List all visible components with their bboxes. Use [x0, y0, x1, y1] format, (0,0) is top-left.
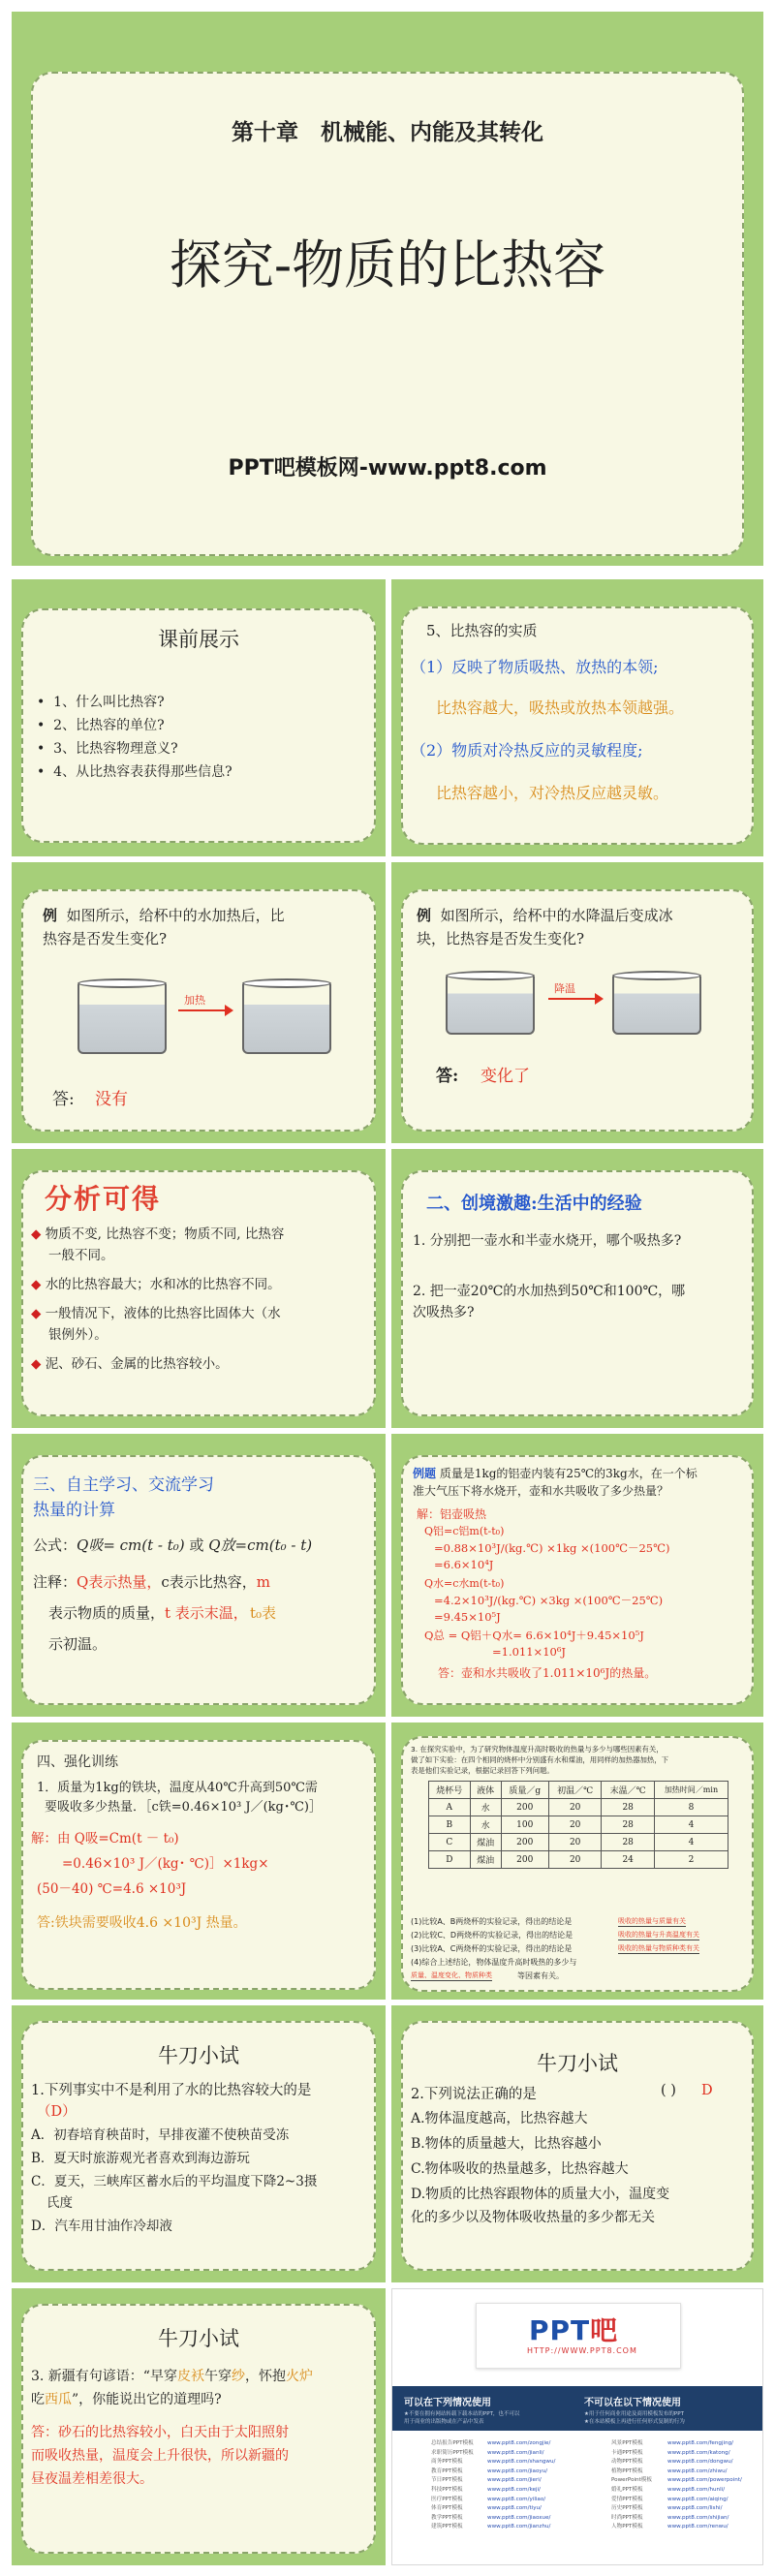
problem: 例题 质量是1kg的铝壶内装有25℃的3kg水，在一个标 — [413, 1467, 698, 1480]
option: D.物质的比热容跟物体的质量大小，温度变 — [411, 2187, 670, 2202]
slide-heading: 分析可得 — [45, 1183, 162, 1215]
list-item: • 2、比热容的单位? — [37, 718, 165, 733]
notes-line-2: 表示物质的质量，t 表示末温， — [48, 1604, 248, 1622]
solution-line: (50－40) ℃=4.6 ×10³J — [37, 1881, 187, 1897]
link-url[interactable]: www.ppt8.com/dongwu/ — [667, 2459, 733, 2466]
link-row — [431, 2513, 550, 2521]
solution-line: Q铝=c铝m(t-t₀) — [424, 1525, 505, 1537]
beaker-before — [446, 977, 535, 1035]
table-header: 质量／g — [501, 1782, 548, 1799]
slide-quiz-1 — [12, 2005, 386, 2282]
table-header: 液体 — [470, 1782, 501, 1799]
content-card — [21, 1455, 376, 1705]
link-row — [611, 2457, 733, 2465]
link-url[interactable]: www.ppt8.com/tiyu/ — [487, 2505, 542, 2512]
link-row — [611, 2475, 742, 2483]
notes-line-5: 示初温。 — [48, 1635, 108, 1653]
link-url[interactable]: www.ppt8.com/jiaoxue/ — [487, 2514, 551, 2521]
slide-heading: 课前展示 — [158, 628, 239, 651]
forbidden-note: ★用于任何商业用途及商用模板发布的PPT — [584, 2411, 684, 2417]
link-url[interactable]: www.ppt8.com/jianzhu/ — [487, 2524, 551, 2530]
arrow-head-icon — [225, 1005, 233, 1016]
point-1-detail: 比热容越大，吸热或放热本领越强。 — [436, 698, 685, 717]
logo-url: HTTP://WWW.PPT8.COM — [527, 2346, 637, 2355]
table-row — [429, 1799, 728, 1816]
table-cell: 28 — [602, 1799, 655, 1816]
link-row — [431, 2475, 542, 2483]
question-2-cont: 次吸热多? — [413, 1305, 475, 1320]
content-card — [21, 1740, 376, 1990]
solution-line: Q总 = Q铝＋Q水= 6.6×10⁴J＋9.45×10⁵J — [424, 1629, 644, 1642]
answer-line: 答：砂石的比热容较小，白天由于太阳照射 — [31, 2425, 289, 2440]
point-2-detail: 比热容越小，对冷热反应越灵敏。 — [436, 784, 669, 802]
link-label: 时尚PPT模板 — [611, 2514, 643, 2521]
table-row — [429, 1834, 728, 1851]
link-url[interactable]: www.ppt8.com/powerpoint/ — [667, 2477, 742, 2484]
link-url[interactable]: www.ppt8.com/zongjie/ — [487, 2440, 551, 2446]
section-subheading: 热量的计算 — [33, 1501, 115, 1520]
solution-line: =4.2×10³J/(kg.℃) ×3kg ×(100℃－25℃) — [434, 1594, 664, 1607]
link-label: 婚礼PPT模板 — [611, 2487, 643, 2493]
forbidden-note: ★在本站模板上再进行任何形式复制的行为 — [584, 2419, 685, 2425]
slide-example-cooling — [391, 862, 763, 1143]
link-label: 教育PPT模板 — [431, 2467, 463, 2474]
link-row — [431, 2485, 541, 2493]
sub-question: (4)综合上述结论，物体温度升高时吸热的多少与 — [411, 1958, 577, 1967]
table-row — [429, 1816, 728, 1834]
link-label: 建筑PPT模板 — [431, 2524, 463, 2530]
table-row — [429, 1851, 728, 1869]
solution-line: 解：由 Q吸=Cm(t － t₀) — [31, 1831, 179, 1847]
option: D．汽车用甘油作冷却液 — [31, 2219, 172, 2234]
link-row — [431, 2495, 545, 2502]
content-card — [21, 608, 376, 843]
link-url[interactable]: www.ppt8.com/lishi/ — [667, 2505, 723, 2512]
table-cell: 20 — [548, 1799, 602, 1816]
table-header: 加热时间／min — [654, 1782, 728, 1799]
table-cell: 24 — [602, 1851, 655, 1869]
table-cell: 28 — [602, 1816, 655, 1834]
table-cell: 20 — [548, 1816, 602, 1834]
list-item: ◆ 一般情况下，液体的比热容比固体大（水 — [31, 1306, 281, 1321]
link-label: 科技PPT模板 — [431, 2487, 463, 2493]
table-cell: 4 — [654, 1816, 728, 1834]
link-url[interactable]: www.ppt8.com/fengjing/ — [667, 2440, 734, 2446]
answer: 答:铁块需要吸收4.6 ×10³J 热量。 — [37, 1915, 247, 1931]
problem: 1．质量为1kg的铁块，温度从40℃升高到50℃需 — [37, 1781, 318, 1795]
answer-line: 昼夜温差相差很大。 — [31, 2471, 153, 2487]
data-table — [428, 1781, 728, 1869]
link-url[interactable]: www.ppt8.com/katong/ — [667, 2449, 730, 2456]
solution-line: Q水=c水m(t-t₀) — [424, 1577, 505, 1590]
table-cell: 200 — [501, 1799, 548, 1816]
site-name: PPT吧模板网-www.ppt8.com — [228, 456, 547, 481]
content-card — [21, 2021, 376, 2271]
slide-analysis — [12, 1149, 386, 1428]
table-cell: 200 — [501, 1834, 548, 1851]
content-card — [401, 1736, 754, 1992]
intro-line: 表是他们实验记录，根据记录回答下列问题。 — [411, 1766, 554, 1775]
table-cell: 100 — [501, 1816, 548, 1834]
link-url[interactable]: www.ppt8.com/renwu/ — [667, 2524, 728, 2530]
content-card — [401, 2021, 754, 2271]
allowed-note: 用于商业的出版物或在产品中发表 — [404, 2419, 484, 2425]
slide-quiz-3 — [12, 2288, 386, 2565]
slide-heading: 二、创境激趣:生活中的经验 — [426, 1194, 642, 1214]
solution-line: 解：铝壶吸热 — [417, 1507, 487, 1521]
slide-heading: 牛刀小试 — [158, 2327, 239, 2350]
question: 3. 新疆有句谚语：“早穿皮袄午穿纱，怀抱火炉 — [31, 2369, 313, 2384]
link-row — [431, 2467, 547, 2474]
diamond-icon: ◆ — [31, 1356, 42, 1372]
list-item: • 3、比热容物理意义? — [37, 741, 178, 757]
link-url[interactable]: www.ppt8.com/shijian/ — [667, 2514, 729, 2521]
sub-question-tail: 等因素有关。 — [517, 1971, 564, 1980]
option: A.物体温度越高，比热容越大 — [411, 2111, 588, 2126]
link-row — [611, 2522, 728, 2529]
question: 2.下列说法正确的是 — [411, 2087, 537, 2102]
page-title: 探究-物质的比热容 — [169, 234, 606, 295]
beaker-before — [78, 984, 167, 1054]
content-card — [401, 1455, 754, 1705]
question-line-2: 热容是否发生变化? — [43, 930, 168, 947]
slide-heat-calc — [12, 1434, 386, 1717]
slide-site-info — [391, 2288, 763, 2565]
option: B.物体的质量越大，比热容越小 — [411, 2136, 602, 2152]
list-item: ◆ 泥、砂石、金属的比热容较小。 — [31, 1356, 229, 1372]
link-url[interactable]: www.ppt8.com/aiqing/ — [667, 2496, 728, 2502]
table-header: 末温／℃ — [602, 1782, 655, 1799]
link-row — [611, 2467, 728, 2474]
formula: 公式：Q吸= cm(t - t₀) 或 Q放=cm(t₀ - t) — [33, 1536, 313, 1554]
slide-heading: 牛刀小试 — [158, 2044, 239, 2067]
link-url[interactable]: www.ppt8.com/yiliao/ — [487, 2496, 546, 2502]
link-label: 风景PPT模板 — [611, 2440, 643, 2446]
link-row — [611, 2485, 725, 2493]
table-cell: 水 — [470, 1799, 501, 1816]
sub-answer: 质量、温度变化、物质种类 — [411, 1971, 492, 1979]
list-item: ◆ 物质不变, 比热容不变；物质不同, 比热容 — [31, 1226, 285, 1242]
table-cell: 20 — [548, 1834, 602, 1851]
question: 例 如图所示，给杯中的水加热后，比 — [43, 907, 285, 924]
sub-answer: 吸收的热量与物质种类有关 — [618, 1944, 699, 1952]
sub-question: (3)比较A、C两烧杯的实验记录，得出的结论是 — [411, 1944, 573, 1953]
list-item: • 4、从比热容表获得那些信息? — [37, 764, 232, 780]
list-item: • 1、什么叫比热容? — [37, 695, 165, 710]
answer-line: 而吸收热量，温度会上升很快，所以新疆的 — [31, 2448, 289, 2464]
intro-line: 3. 在探究实验中，为了研究物体温度升高时吸收的热量与多少与哪些因素有关， — [411, 1745, 664, 1754]
answer: 没有 — [95, 1090, 128, 1109]
question: 例 如图所示，给杯中的水降温后变成冰 — [417, 907, 673, 924]
link-label: 医疗PPT模板 — [431, 2496, 463, 2502]
problem-line-2: 准大气压下将水烧开，壶和水共吸收了多少热量？ — [413, 1484, 669, 1498]
link-row — [611, 2448, 730, 2456]
sub-answer: 吸收的热量与升高温度有关 — [618, 1931, 699, 1939]
option: A．初春培育秧苗时，早排夜灌不使秧苗受冻 — [31, 2127, 290, 2143]
content-card — [401, 889, 754, 1132]
sub-question: (2)比较C、D两烧杯的实验记录，得出的结论是 — [411, 1931, 574, 1940]
link-label: 商务PPT模板 — [431, 2459, 463, 2466]
slide-example-heating — [12, 862, 386, 1143]
option-cont: 化的多少以及物体吸收热量的多少都无关 — [411, 2210, 655, 2225]
link-label: 求职简历PPT模板 — [431, 2449, 474, 2456]
section-heading: 三、自主学习、交流学习 — [33, 1475, 214, 1495]
content-card — [21, 2304, 376, 2554]
solution-line: =0.88×10³J/(kg.℃) ×1kg ×(100℃－25℃) — [434, 1541, 670, 1555]
option: C．夏天，三峡库区蓄水后的平均温度下降2~3摄 — [31, 2174, 318, 2189]
link-row — [611, 2503, 722, 2511]
solution-line: =0.46×10³ J／(kg･ ℃)］×1kg× — [62, 1856, 269, 1872]
beaker-after — [612, 977, 701, 1035]
table-cell: B — [429, 1816, 471, 1834]
allowed-note: ★不要在拥有网站转载下载本站的PPT，也不可以 — [404, 2411, 520, 2417]
slide-heading: 5、比热容的实质 — [426, 622, 538, 639]
solution-line: =6.6×10⁴J — [434, 1558, 494, 1571]
list-item: ◆ 水的比热容最大；水和冰的比热容不同。 — [31, 1277, 281, 1292]
list-item-cont: 一般不同。 — [48, 1248, 114, 1263]
table-cell: 2 — [654, 1851, 728, 1869]
slide-pre-show — [12, 579, 386, 856]
point-1: （1）反映了物质吸热、放热的本领; — [411, 658, 659, 676]
question: 1.下列事实中不是利用了水的比热容较大的是 — [31, 2083, 312, 2098]
table-cell: 28 — [602, 1834, 655, 1851]
slide-experiment-table — [391, 1723, 763, 2000]
option: B．夏天时旅游观光者喜欢到海边游玩 — [31, 2151, 250, 2166]
answer-blank: ( ) — [661, 2083, 676, 2098]
notes-line-1: 注释：Q表示热量，c表示比热容，m — [33, 1573, 270, 1591]
link-url[interactable]: www.ppt8.com/zhiwu/ — [667, 2467, 728, 2474]
table-cell: 煤油 — [470, 1834, 501, 1851]
link-label: PowerPoint模板 — [611, 2477, 652, 2484]
chapter-title: 第十章 机械能、内能及其转化 — [232, 119, 543, 145]
point-2: （2）物质对冷热反应的灵敏程度; — [411, 741, 643, 760]
link-url[interactable]: www.ppt8.com/shangwu/ — [487, 2459, 556, 2466]
link-row — [611, 2438, 733, 2446]
logo: PPT吧 — [529, 2314, 619, 2346]
content-card — [21, 889, 376, 1132]
link-label: 卡通PPT模板 — [611, 2449, 643, 2456]
link-row — [611, 2495, 728, 2502]
slide-heading: 牛刀小试 — [537, 2052, 618, 2075]
answer: （D） — [37, 2104, 77, 2120]
sub-answer: 吸收的热量与质量有关 — [618, 1917, 686, 1925]
allowed-heading: 可以在下列情况使用 — [404, 2398, 491, 2408]
slide-essence — [391, 579, 763, 856]
title-card — [31, 72, 744, 556]
content-card — [401, 606, 754, 845]
link-row — [431, 2448, 544, 2456]
arrow-icon — [548, 998, 597, 1000]
content-card — [21, 1170, 376, 1416]
solution-line: =1.011×10⁶J — [492, 1645, 567, 1659]
link-url[interactable]: www.ppt8.com/jieri/ — [487, 2477, 542, 2484]
link-label: 总结报告PPT模板 — [431, 2440, 474, 2446]
option-cont: 氏度 — [46, 2195, 73, 2211]
diamond-icon: ◆ — [31, 1306, 42, 1321]
answer-label: 答: — [52, 1090, 75, 1109]
slide-quiz-2 — [391, 2005, 763, 2282]
intro-line: 做了如下实验：在四个相同的烧杯中分别盛有水和煤油，用同样的加热器加热，下 — [411, 1755, 669, 1764]
table-cell: C — [429, 1834, 471, 1851]
link-row — [431, 2503, 542, 2511]
link-url[interactable]: www.ppt8.com/jianli/ — [487, 2449, 544, 2456]
solution-line: =9.45×10⁵J — [434, 1610, 501, 1624]
table-cell: 8 — [654, 1799, 728, 1816]
link-label: 植物PPT模板 — [611, 2467, 643, 2474]
link-row — [611, 2513, 728, 2521]
arrow-head-icon — [595, 993, 604, 1005]
diamond-icon: ◆ — [31, 1226, 42, 1242]
slide-title — [12, 12, 763, 566]
table-cell: 煤油 — [470, 1851, 501, 1869]
answer: 变化了 — [480, 1067, 530, 1086]
table-header-row — [429, 1782, 728, 1799]
answer-label: 答: — [436, 1067, 459, 1086]
problem-line-2: 要吸收多少热量．［c铁=0.46×10³ J／(kg･℃)］ — [45, 1800, 322, 1815]
answer: 答：壶和水共吸收了1.011×10⁶J的热量。 — [438, 1666, 657, 1680]
arrow-label: 降温 — [554, 982, 575, 995]
table-cell: A — [429, 1799, 471, 1816]
answer: D — [701, 2083, 713, 2098]
logo-box — [476, 2303, 681, 2369]
table-cell: 200 — [501, 1851, 548, 1869]
table-cell: 4 — [654, 1834, 728, 1851]
link-label: 体育PPT模板 — [431, 2505, 463, 2512]
link-url[interactable]: www.ppt8.com/hunli/ — [667, 2487, 726, 2493]
forbidden-heading: 不可以在以下情况使用 — [584, 2398, 681, 2408]
link-label: 历史PPT模板 — [611, 2505, 643, 2512]
link-label: 人物PPT模板 — [611, 2524, 643, 2530]
link-label: 爱情PPT模板 — [611, 2496, 643, 2502]
link-row — [431, 2457, 555, 2465]
link-label: 动物PPT模板 — [611, 2459, 643, 2466]
sub-question: (1)比较A、B两烧杯的实验记录，得出的结论是 — [411, 1917, 573, 1926]
diamond-icon: ◆ — [31, 1277, 42, 1292]
link-label: 教学PPT模板 — [431, 2514, 463, 2521]
beaker-after — [242, 984, 331, 1054]
table-header: 初温／℃ — [548, 1782, 602, 1799]
section-heading: 四、强化训练 — [37, 1754, 118, 1770]
question-line-2: 吃西瓜”，你能说出它的道理吗? — [31, 2392, 222, 2407]
slide-practice — [12, 1723, 386, 2000]
question-1: 1. 分别把一壶水和半壶水烧开，哪个吸热多? — [413, 1233, 682, 1249]
question-line-2: 块，比热容是否发生变化? — [417, 930, 585, 947]
list-item-cont: 银例外）。 — [48, 1327, 108, 1343]
link-label: 节日PPT模板 — [431, 2477, 463, 2484]
question-2: 2. 把一壶20℃的水加热到50℃和100℃，哪 — [413, 1284, 686, 1299]
table-cell: 水 — [470, 1816, 501, 1834]
table-cell: 20 — [548, 1851, 602, 1869]
slide-life-experience — [391, 1149, 763, 1428]
table-cell: D — [429, 1851, 471, 1869]
content-card — [401, 1170, 754, 1416]
slide-example-problem — [391, 1434, 763, 1717]
arrow-label: 加热 — [184, 994, 205, 1007]
link-row — [431, 2522, 550, 2529]
link-url[interactable]: www.ppt8.com/keji/ — [487, 2487, 541, 2493]
link-row — [431, 2438, 550, 2446]
option: C.物体吸收的热量越多，比热容越大 — [411, 2161, 629, 2177]
notes-line-4: t₀表 — [250, 1604, 277, 1622]
arrow-icon — [178, 1009, 227, 1011]
link-url[interactable]: www.ppt8.com/jiaoyu/ — [487, 2467, 548, 2474]
table-header: 烧杯号 — [429, 1782, 471, 1799]
